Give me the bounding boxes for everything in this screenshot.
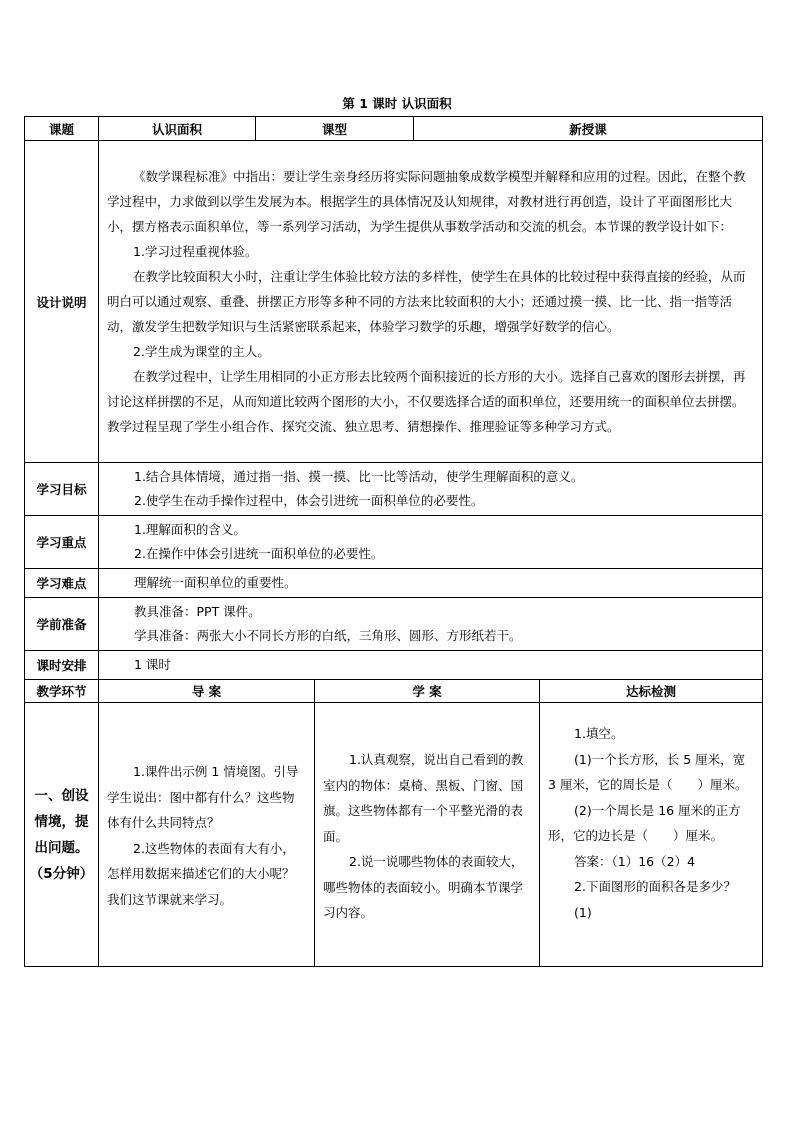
stage-header: 教学环节 bbox=[25, 680, 99, 703]
key-points-label: 学习重点 bbox=[25, 516, 99, 569]
difficulty-text: 理解统一面积单位的重要性。 bbox=[134, 575, 297, 590]
key-points-content bbox=[99, 516, 763, 569]
goal-item: 1.结合具体情境，通过指一指、摸一摸、比一比等活动，使学生理解面积的意义。 bbox=[134, 469, 584, 484]
preparation-label: 学前准备 bbox=[25, 598, 99, 651]
check-item: 1.填空。 bbox=[574, 726, 624, 741]
schedule-row bbox=[25, 651, 763, 680]
segment-stage-line: （5分钟） bbox=[29, 865, 94, 882]
check-item: 2.下面图形的面积各是多少？ bbox=[574, 879, 736, 894]
key-point-item: 1.理解面积的含义。 bbox=[134, 522, 246, 537]
goals-content bbox=[99, 463, 763, 516]
preparation-item: 学具准备：两张大小不同长方形的白纸，三角形、圆形、方形纸若干。 bbox=[134, 628, 522, 643]
design-paragraph: 在教学过程中，让学生用相同的小正方形去比较两个面积接近的长方形的大小。选择自己喜欢的图形去拼摆，再讨论这样拼摆的不足，从而知道比较两个图形的大小，不仅要选择合适的面积单位，还要用统一的面积单位去拼摆。教学过程呈现了学生小组合作、探究交流、独立思考、猜想操作、推理验证等多种学习方式。 bbox=[107, 369, 746, 434]
schedule-text: 1 课时 bbox=[134, 657, 171, 672]
study-item: 2.说一说哪些物体的表面较大，哪些物体的表面较小。明确本节课学习内容。 bbox=[323, 854, 524, 920]
preparation-content bbox=[99, 598, 763, 651]
guide-item: 1.课件出示例 1 情境图。引导学生说出：图中都有什么？这些物体有什么共同特点？ bbox=[107, 764, 299, 830]
preparation-row bbox=[25, 598, 763, 651]
goals-row bbox=[25, 463, 763, 516]
design-label: 设计说明 bbox=[25, 141, 99, 463]
segment-stage-line: 出问题。 bbox=[34, 839, 89, 856]
check-item: 答案：（1）16（2）4 bbox=[574, 853, 696, 869]
schedule-label: 课时安排 bbox=[25, 651, 99, 680]
segment-row bbox=[25, 703, 763, 967]
check-item: (1) bbox=[574, 904, 592, 920]
study-item: 1.认真观察，说出自己看到的教室内的物体：桌椅、黑板、门窗、国旗。这些物体都有一个平整光滑的表面。 bbox=[323, 752, 524, 844]
topic-row bbox=[25, 117, 763, 141]
segment-stage-line: 情境，提 bbox=[34, 813, 89, 830]
key-points-row bbox=[25, 516, 763, 569]
type-label: 课型 bbox=[256, 117, 414, 141]
segment-stage bbox=[25, 703, 99, 967]
segment-study bbox=[315, 703, 540, 967]
difficulty-label: 学习难点 bbox=[25, 569, 99, 598]
design-paragraph: 2.学生成为课堂的主人。 bbox=[133, 344, 270, 359]
topic-value: 认识面积 bbox=[99, 117, 256, 141]
topic-label: 课题 bbox=[25, 117, 99, 141]
lesson-plan-table bbox=[24, 116, 763, 967]
study-header: 学 案 bbox=[315, 680, 540, 703]
segment-stage-line: 一、创设 bbox=[34, 787, 89, 804]
type-value: 新授课 bbox=[414, 117, 763, 141]
guide-item: 2.这些物体的表面有大有小，怎样用数据来描述它们的大小呢？我们这节课就来学习。 bbox=[107, 840, 295, 907]
check-header: 达标检测 bbox=[540, 680, 763, 703]
guide-header: 导 案 bbox=[99, 680, 315, 703]
check-item: (1)一个长方形，长 5 厘米，宽 3 厘米，它的周长是（ ）厘米。 bbox=[548, 751, 748, 792]
stage-header-row bbox=[25, 680, 763, 703]
goals-label: 学习目标 bbox=[25, 463, 99, 516]
design-paragraph: 1.学习过程重视体验。 bbox=[133, 244, 258, 259]
design-paragraph: 《数学课程标准》中指出：要让学生亲身经历将实际问题抽象成数学模型并解释和应用的过程。因此，在整个教学过程中，力求做到以学生发展为本。根据学生的具体情况及认知规律，对教材进行再创造，设计了平面图形比大小，摆方格表示面积单位，等一系列学习活动，为学生提供从事数学活动和交流的机会。本节课的教学设计如下： bbox=[107, 169, 746, 234]
difficulty-content bbox=[99, 569, 763, 598]
check-item: (2)一个周长是 16 厘米的正方形，它的边长是（ ）厘米。 bbox=[548, 802, 741, 843]
key-point-item: 2.在操作中体会引进统一面积单位的必要性。 bbox=[134, 546, 384, 561]
design-content bbox=[99, 141, 763, 463]
segment-guide bbox=[99, 703, 315, 967]
goal-item: 2.使学生在动手操作过程中，体会引进统一面积单位的必要性。 bbox=[134, 493, 484, 508]
page-title: 第 1 课时 认识面积 bbox=[342, 96, 452, 111]
segment-check bbox=[540, 703, 763, 967]
design-row bbox=[25, 141, 763, 463]
difficulty-row bbox=[25, 569, 763, 598]
preparation-item: 教具准备：PPT 课件。 bbox=[134, 604, 261, 619]
design-paragraph: 在教学比较面积大小时，注重让学生体验比较方法的多样性，使学生在具体的比较过程中获得直接的经验，从而明白可以通过观察、重叠、拼摆正方形等多种不同的方法来比较面积的大小；还通过摸一摸、比一比、指一指等活动，激发学生把数学知识与生活紧密联系起来，体验学习数学的乐趣，增强学好数学的信心。 bbox=[107, 269, 746, 334]
schedule-content bbox=[99, 651, 763, 680]
